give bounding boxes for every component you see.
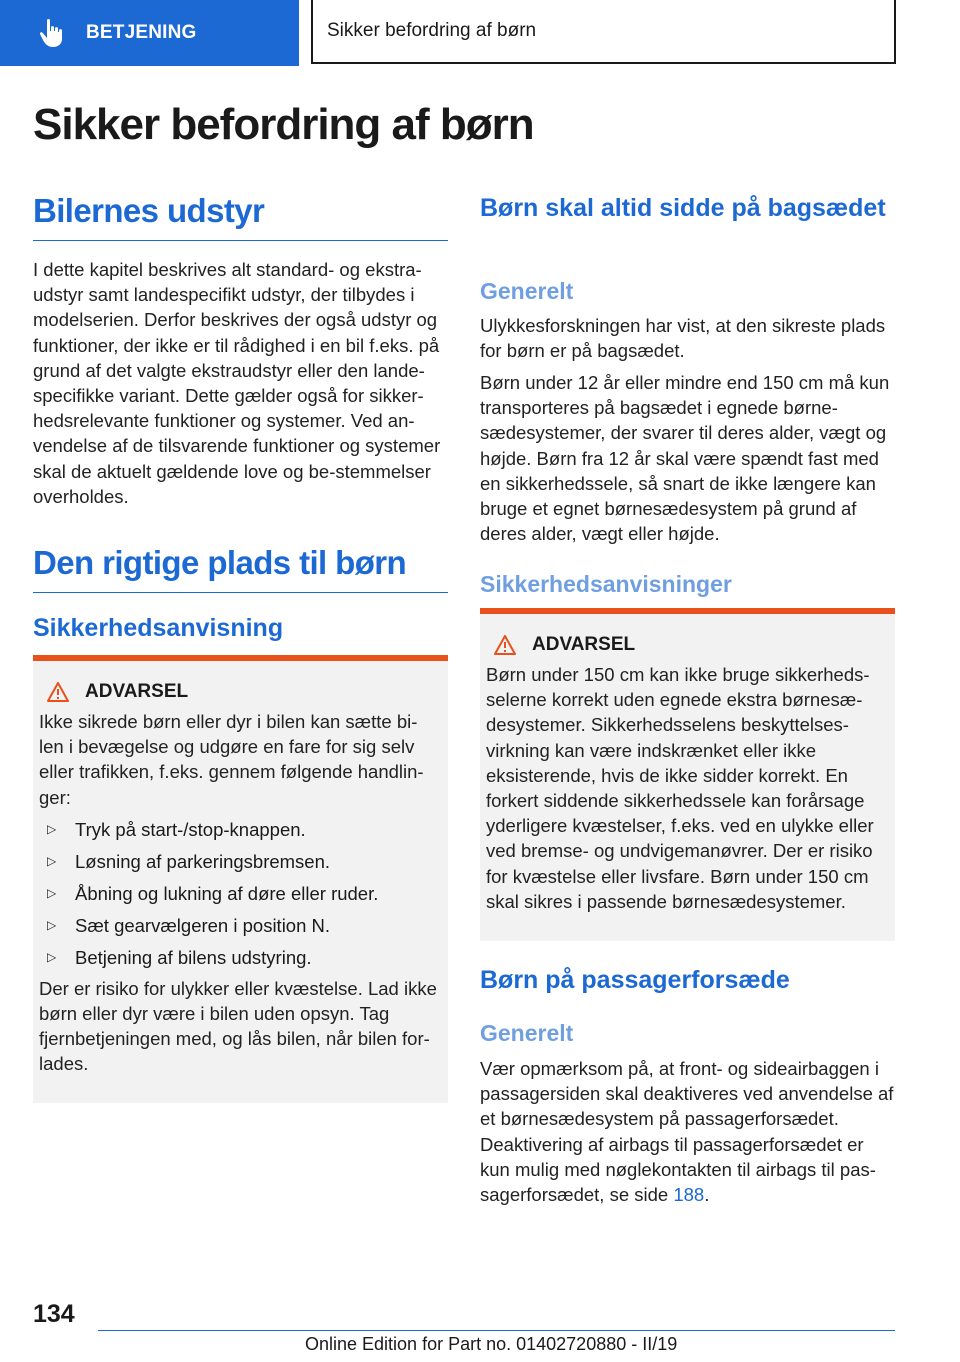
paragraph-front-passenger: Vær opmærksom på, at front- og sideairbaggen i passagersiden skal deaktiveres ved anvendelse af et børnesædesystem på passagerforsædet. Deaktivering af airbags til passagerforsædet er kun mulig med nøglekontakten til airbags til pas-sagerforsædet, se side 188. [480,1058,894,1206]
bullet-triangle-icon: ▷ [47,885,57,900]
chapter-header [311,0,896,64]
list-item: ▷ Betjening af bilens udstyring. [47,946,312,968]
warning-triangle-icon [47,682,69,702]
list-item: ▷ Tryk på start-/stop-knappen. [47,818,306,840]
warning-label: ADVARSEL [85,681,189,702]
heading-back-seat: Børn skal altid sidde på bagsædet [480,194,886,222]
chapter-title: Sikker befordring af børn [327,20,537,41]
edition-note: Online Edition for Part no. 01402720880 - II/19 [305,1334,678,1354]
subheading-general: Generelt [480,278,574,304]
bullet-triangle-icon: ▷ [47,853,57,868]
page-number: 134 [33,1300,75,1328]
warning-header [39,681,442,703]
warning-intro: Ikke sikrede børn eller dyr i bilen kan sætte bi-len i bevægelse og udgøre en fare for sig selv eller trafikken, f.eks. gennem følgende handlin-ger: [39,711,424,808]
subheading-general-2: Generelt [480,1020,574,1046]
list-item: ▷ Sæt gearvælgeren i position N. [47,914,331,936]
bullet-triangle-icon: ▷ [47,821,57,836]
page-header [0,0,960,66]
warning-box-right [480,608,895,941]
warning-box-left [33,655,448,1103]
list-item: ▷ Løsning af parkeringsbremsen. [47,850,331,872]
heading-front-passenger: Børn på passagerforsæde [480,966,790,994]
subheading-safety-note: Sikkerhedsanvisning [33,614,284,642]
paragraph-vehicle-equipment: I dette kapitel beskrives alt standard- og ekstra-udstyr samt landespecifikt udstyr, der tilbydes i modelserien. Derfor beskrives der også udstyr og funktioner, der ikke er til rådighed i en bil f.eks. på grund af det valgte ekstraudstyr eller den lande-specifikke variant. Dette gælder også for sikker-hedsrelevante funktioner og systemer. Ved an-vendelse af de tilsvarende funktioner og systemer skal de aktuelt gældende love og be-stemmelser overholdes. [33,259,441,507]
warning-label: ADVARSEL [532,634,636,655]
warning-triangle-icon [494,635,516,655]
bullet-triangle-icon: ▷ [47,949,57,964]
heading-right-place: Den rigtige plads til børn [33,544,448,593]
heading-vehicle-equipment: Bilernes udstyr [33,192,448,241]
page-link[interactable]: 188 [673,1184,705,1206]
paragraph-back-seat-1: Ulykkesforskningen har vist, at den sikreste plads for børn er på bagsædet. [480,315,886,362]
hand-pointer-icon [38,18,66,48]
section-tab[interactable] [0,0,299,66]
subheading-safety-notes: Sikkerhedsanvisninger [480,571,732,597]
paragraph-back-seat-2: Børn under 12 år eller mindre end 150 cm må kun transporteres på bagsædet i egnede børne-sædesystemer, der svarer til deres alder, vægt og højde. Børn fra 12 år skal være spændt fast med en sikkerhedssele, så snart de ikke længere kan bruge et egnet børnesædesystem på grund af deres alder, vægt eller højde. [480,372,890,545]
warning-outro: Der er risiko for ulykker eller kvæstelse. Lad ikke børn eller dyr være i bilen uden opsyn. Tag fjernbetjeningen med, og lås bilen, når bilen for-lades. [39,977,437,1075]
list-item: ▷ Åbning og lukning af døre eller ruder. [47,882,379,904]
footer-divider [98,1330,895,1331]
warning-text: Børn under 150 cm kan ikke bruge sikkerheds-selerne korrekt uden egnede ekstra børnesæ-desystemer. Sikkerhedsselens beskyttelses-virkning kan være indskrænket eller ikke eksisterende, hvis de ikke sidder korrekt. En forkert siddende sikkerhedssele kan forårsage yderligere kvæstelser, f.eks. ved en ulykke eller ved bremse- og undvigemanøvrer. Der er risiko for kvæstelse eller livsfare. Børn under 150 cm skal sikres i passende børnesædesystemer. [486,664,874,912]
warning-header [486,634,889,656]
bullet-triangle-icon: ▷ [47,917,57,932]
page-title: Sikker befordring af børn [33,100,534,149]
section-label: BETJENING [86,22,197,43]
